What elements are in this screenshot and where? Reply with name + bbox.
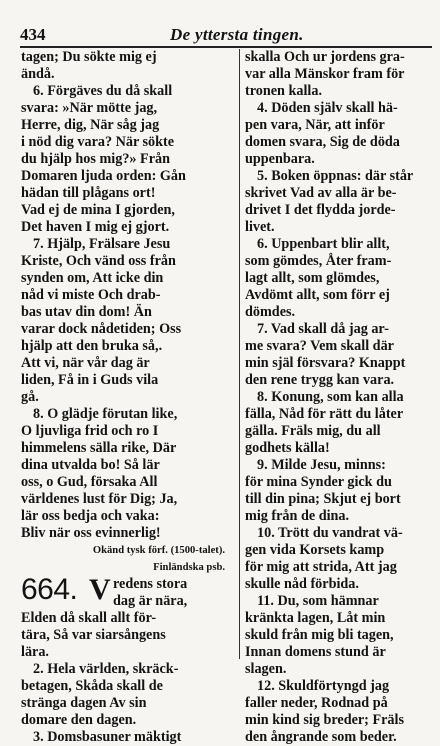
text-line: Innan domens stund är	[245, 644, 386, 660]
running-title: De yttersta tingen.	[170, 25, 304, 44]
text-line: Kriste, Och vänd oss från	[21, 253, 176, 269]
text-line: mig från de dina.	[245, 508, 350, 524]
text-line: Att vi, när vår dag är	[21, 355, 150, 371]
text-line: tagen; Du sökte mig ej	[21, 49, 157, 65]
text-line: lär oss bedja och vaka:	[21, 508, 160, 524]
text-line: skulle nåd förbida.	[245, 576, 359, 592]
text-line: 9. Milde Jesu, minns:	[257, 457, 386, 473]
text-line: domare den dagen.	[21, 712, 137, 728]
text-line: i nöd dig vara? När sökte	[21, 134, 175, 150]
text-line: tronen kalla.	[245, 83, 322, 99]
text-line: Vad ej de mina I gjorden,	[21, 202, 175, 218]
text-line: tära, Så var siarsångens	[21, 627, 166, 643]
text-line: Herre, dig, När såg jag	[21, 117, 160, 133]
text-line: skalla Och ur jordens gra-	[245, 49, 405, 65]
text-line: skrivet Vad av alla är be-	[245, 185, 397, 201]
text-line: bas utav din dom! Än	[21, 304, 152, 320]
left-column	[21, 49, 237, 746]
text-line: betagen, Skåda skall de	[21, 678, 163, 694]
text-line: lagt allt, som glömdes,	[245, 270, 380, 286]
hymn-number: 664.	[21, 573, 78, 606]
right-column	[245, 49, 435, 746]
hymn-664-heading	[21, 573, 237, 610]
text-line: varar dock nådetiden; Oss	[21, 321, 182, 337]
left-text-block-b	[21, 610, 237, 746]
text-line: slagen.	[245, 661, 287, 677]
hymn-second-line: dag är nära,	[113, 593, 188, 609]
text-line: synden om, Att icke din	[21, 270, 164, 286]
text-line: uppenbara.	[245, 151, 315, 167]
text-line: lära.	[21, 644, 49, 660]
text-line: livet.	[245, 219, 275, 235]
text-line: för mina Synder gick du	[245, 474, 392, 490]
hymn-attribution	[21, 542, 237, 576]
text-line: me svara? Vem skall där	[245, 338, 394, 354]
text-line: Avdömt allt, som förr ej	[245, 287, 390, 303]
text-line: 2. Hela världen, skräck-	[33, 661, 179, 677]
text-line: 8. Konung, som kan alla	[257, 389, 404, 405]
text-line: den ångrande som beder.	[245, 729, 397, 745]
text-line: för mig att strida, Att jag	[245, 559, 397, 575]
column-divider	[239, 49, 240, 659]
text-line: dömdes.	[245, 304, 296, 320]
page-number: 434	[20, 25, 46, 44]
text-line: 6. Förgäves du då skall	[33, 83, 173, 99]
text-line: oss, o Gud, försaka All	[21, 474, 158, 490]
text-line: gå.	[21, 389, 39, 405]
text-line: min kind sig breder; Fräls	[245, 712, 404, 728]
text-line: 5. Boken öppnas: där står	[257, 168, 414, 184]
text-line: 6. Uppenbart blir allt,	[257, 236, 390, 252]
text-line: nåd vi miste Och drab-	[21, 287, 161, 303]
text-line: ändå.	[21, 66, 55, 82]
text-line: domen svara, Sig de döda	[245, 134, 400, 150]
text-line: du hjälp hos mig?» Från	[21, 151, 171, 167]
text-line: dina utvalda bo! Så lär	[21, 457, 160, 473]
text-line: drivet I det flydda jorde-	[245, 202, 396, 218]
text-line: svara: »När mötte jag,	[21, 100, 158, 116]
text-line: gälla. Fräls mig, du all	[245, 423, 381, 439]
text-line: 3. Domsbasuner mäktigt	[33, 729, 182, 745]
text-line: hjälp att den bruka så,.	[21, 338, 163, 354]
text-line: Bliv när oss evinnerlig!	[21, 525, 161, 541]
text-line: liden, Få in i Guds vila	[21, 372, 159, 388]
drop-cap: V	[89, 573, 111, 606]
text-line: min själ försvara? Knappt	[245, 355, 406, 371]
text-line: 4. Döden själv skall hä-	[257, 100, 398, 116]
text-line: Elden då skall allt för-	[21, 610, 157, 626]
left-text-block-a	[21, 49, 237, 542]
text-line: stränga dagen Av sin	[21, 695, 147, 711]
hymn-first-line: redens stora	[113, 576, 188, 592]
text-line: 7. Hjälp, Frälsare Jesu	[33, 236, 171, 252]
text-line: 11. Du, som hämnar	[257, 593, 379, 609]
text-line: Domaren ljuda orden: Gån	[21, 168, 186, 184]
text-line: den rene trygg kan vara.	[245, 372, 395, 388]
text-line: himmelens sälla rike, Där	[21, 440, 177, 456]
text-line: 8. O glädje förutan like,	[33, 406, 178, 422]
text-line: gen vida Korsets kamp	[245, 542, 385, 558]
text-line: till din pina; Skjut ej bort	[245, 491, 401, 507]
text-line: hädan till plågans ort!	[21, 185, 156, 201]
text-line: Finländska psb.	[153, 562, 225, 573]
text-line: 10. Trött du vandrat vä-	[257, 525, 403, 541]
text-line: Okänd tysk förf. (1500-talet).	[92, 545, 225, 556]
text-line: 7. Vad skall då jag ar-	[257, 321, 389, 337]
text-line: fälla, Nåd för rätt du låter	[245, 406, 404, 422]
header-rule	[20, 46, 432, 48]
page-header	[20, 25, 420, 47]
text-line: skuld från mig bli tagen,	[245, 627, 394, 643]
text-line: godhets källa!	[245, 440, 330, 456]
text-line: faller neder, Rodnad på	[245, 695, 388, 711]
right-text-block	[245, 49, 435, 746]
text-line: var alla Mänskor fram för	[245, 66, 405, 82]
text-line: pen vara, När, att inför	[245, 117, 385, 133]
text-line: O ljuvliga frid och ro I	[21, 423, 159, 439]
text-line: Det haven I mig ej gjort.	[21, 219, 170, 235]
text-line: 12. Skuldförtyngd jag	[257, 678, 390, 694]
text-line: som gömdes, Åter fram-	[245, 253, 392, 269]
text-line: världenes lust för Dig; Ja,	[21, 491, 178, 507]
text-line: kränkta lagen, Låt min	[245, 610, 386, 626]
